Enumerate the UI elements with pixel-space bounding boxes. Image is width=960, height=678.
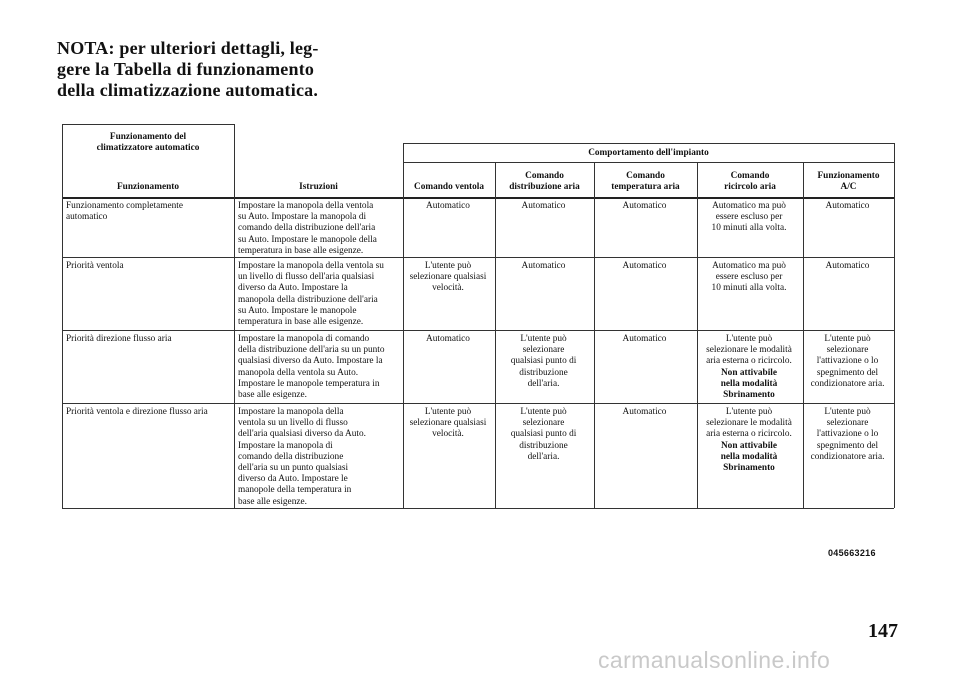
cell-line: spegnimento del [816, 440, 879, 451]
cell-line: dell'aria su un punto qualsiasi [238, 463, 349, 474]
row-4-ventola [403, 407, 493, 441]
cell-line: Impostare la manopola della [238, 407, 344, 417]
column-header [803, 171, 894, 193]
cell-line: L'utente può [520, 334, 567, 344]
row-4-ricircolo [697, 407, 801, 474]
cell-line: aria esterna o ricircolo. [706, 429, 792, 440]
cell-line: comando della distribuzione dell'aria [238, 223, 376, 234]
cell-line-bold: nella modalità [720, 378, 778, 389]
cell-line: Automatico [825, 201, 870, 211]
cell-line: Automatico [622, 201, 667, 211]
cell-line: Impostare la manopola di [238, 440, 333, 451]
cell-line: essere escluso per [715, 212, 783, 223]
cell-line: un livello di flusso dell'aria qualsiasi [238, 272, 375, 283]
cell-line: ventola su un livello di flusso [238, 418, 348, 429]
cell-line: qualsiasi diverso da Auto. Impostare la [238, 356, 383, 367]
cell-line: dell'aria qualsiasi diverso da Auto. [238, 429, 366, 440]
column-header [594, 171, 697, 193]
cell-line: l'attivazione o lo [816, 429, 879, 440]
cell-line: velocità. [432, 429, 464, 440]
cell-line: Automatico [521, 261, 566, 271]
cell-line: manopole della temperatura in [238, 485, 352, 496]
rule-row-2 [62, 330, 894, 331]
cell-line: Automatico ma può [712, 201, 786, 211]
row-2-istruzioni [238, 261, 401, 328]
cell-line: 10 minuti alla volta. [711, 283, 787, 294]
cell-line: selezionare le modalità [706, 345, 792, 356]
row-1-temperatura [594, 201, 695, 212]
cell-line: selezionare [522, 345, 565, 356]
row-2-funzionamento [66, 261, 232, 272]
row-3-istruzioni [238, 334, 401, 401]
note-line: NOTA: per ulteriori dettagli, leg- [57, 38, 319, 58]
cell-line: Impostare la manopola della ventola su [238, 261, 384, 271]
cell-line: Impostare la manopola di comando [238, 334, 370, 344]
rule-group-bottom [403, 162, 894, 163]
rule-title-top [62, 124, 234, 125]
cell-line: selezionare qualsiasi [409, 272, 487, 283]
cell-line: della distribuzione dell'aria su un punto [238, 345, 385, 356]
cell-line: Automatico [521, 201, 566, 211]
cell-line: velocità. [432, 283, 464, 294]
cell-line: essere escluso per [715, 272, 783, 283]
cell-line: diverso da Auto. Impostare le [238, 474, 348, 485]
cell-line: L'utente può [725, 407, 773, 417]
cell-line: su Auto. Impostare le manopole [238, 305, 357, 316]
cell-line: distribuzione [519, 367, 568, 378]
cell-line: base alle esigenze. [238, 390, 307, 401]
cell-line: selezionare qualsiasi [409, 418, 487, 429]
note-line: gere la Tabella di funzionamento [57, 59, 315, 79]
cell-line: Automatico [825, 261, 870, 271]
watermark: carmanualsonline.info [598, 647, 831, 673]
cell-line: Comando ventola [414, 181, 484, 192]
cell-line: manopola della ventola su Auto. [238, 367, 359, 378]
page-number: 147 [868, 620, 898, 642]
cell-line: condizionatore aria. [810, 451, 885, 462]
column-header [234, 182, 403, 193]
figure-code: 045663216 [828, 548, 876, 558]
row-1-istruzioni [238, 201, 401, 257]
cell-line: manopola della distribuzione dell'aria [238, 294, 378, 305]
row-2-ventola [403, 261, 493, 295]
row-1-ricircolo [697, 201, 801, 235]
cell-line: Automatico [426, 201, 470, 211]
cell-line: base alle esigenze. [238, 496, 307, 507]
cell-line: l'attivazione o lo [816, 356, 879, 367]
cell-line: climatizzatore automatico [96, 143, 200, 154]
cell-line: aria esterna o ricircolo. [706, 356, 792, 367]
row-2-distribuzione [495, 261, 592, 272]
cell-line: su Auto. Impostare la manopola di [238, 212, 367, 223]
rule-header-bottom [62, 197, 894, 199]
row-2-ac [803, 261, 892, 272]
cell-line: A/C [840, 181, 857, 192]
cell-line: Priorità ventola [66, 261, 124, 271]
cell-line: selezionare [826, 418, 869, 429]
cell-line: Funzionamento del [109, 132, 187, 142]
cell-line-bold: Non attivabile [720, 367, 778, 378]
row-3-temperatura [594, 334, 695, 345]
row-2-temperatura [594, 261, 695, 272]
cell-line: selezionare le modalità [706, 418, 792, 429]
cell-line: L'utente può [824, 334, 871, 344]
cell-line: Automatico ma può [712, 261, 786, 271]
column-header [403, 182, 495, 193]
cell-line: Automatico [426, 334, 470, 344]
cell-line: Funzionamento [117, 181, 179, 192]
cell-line: Comportamento dell'impianto [588, 148, 709, 158]
cell-line-bold: Sbrinamento [723, 463, 775, 474]
row-1-distribuzione [495, 201, 592, 212]
cell-line: ricircolo aria [724, 181, 776, 192]
cell-line: dell'aria. [527, 451, 560, 462]
column-header [495, 171, 594, 193]
row-1-funzionamento [66, 201, 232, 223]
cell-line: 10 minuti alla volta. [711, 223, 787, 234]
cell-line: Priorità ventola e direzione flusso aria [66, 407, 208, 417]
row-3-ac [803, 334, 892, 390]
cell-line-bold: nella modalità [720, 451, 778, 462]
cell-line: selezionare [826, 345, 869, 356]
cell-line-bold: Sbrinamento [723, 390, 775, 401]
cell-line: L'utente può [424, 407, 472, 417]
cell-line: Funzionamento [817, 170, 880, 181]
group-header [403, 148, 894, 159]
cell-line-bold: Non attivabile [720, 440, 778, 451]
cell-line: su Auto. Impostare le manopole della [238, 234, 377, 245]
cell-line: temperatura in base alle esigenze. [238, 245, 364, 256]
cell-line: dell'aria. [527, 378, 560, 389]
cell-line: distribuzione [519, 440, 568, 451]
cell-line: qualsiasi punto di [510, 356, 577, 367]
cell-line: qualsiasi punto di [510, 429, 577, 440]
cell-line: L'utente può [424, 261, 472, 271]
cell-line: Priorità direzione flusso aria [66, 334, 172, 344]
cell-line: L'utente può [725, 334, 773, 344]
rule-col-right [894, 143, 895, 508]
cell-line: comando della distribuzione [238, 451, 344, 462]
cell-line: selezionare [522, 418, 565, 429]
row-1-ac [803, 201, 892, 212]
row-4-ac [803, 407, 892, 463]
rule-col-2 [403, 143, 404, 508]
cell-line: Impostare la manopola della ventola [238, 201, 374, 211]
column-header [62, 182, 234, 193]
rule-row-1 [62, 257, 894, 258]
cell-line: automatico [66, 212, 108, 223]
cell-line: temperatura aria [611, 181, 680, 192]
cell-line: Automatico [622, 261, 667, 271]
cell-line: distribuzione aria [509, 181, 580, 192]
row-4-temperatura [594, 407, 695, 418]
row-3-ventola [403, 334, 493, 345]
row-3-distribuzione [495, 334, 592, 390]
rule-group-top [403, 143, 894, 144]
cell-line: Comando [626, 170, 665, 181]
cell-line: Istruzioni [299, 181, 338, 192]
cell-line: Automatico [622, 334, 667, 344]
row-4-istruzioni [238, 407, 401, 508]
cell-line: diverso da Auto. Impostare la [238, 283, 348, 294]
cell-line: Funzionamento completamente [66, 201, 183, 211]
table-title [62, 132, 234, 154]
row-3-funzionamento [66, 334, 232, 345]
row-1-ventola [403, 201, 493, 212]
cell-line: Automatico [622, 407, 667, 417]
cell-line: spegnimento del [816, 367, 879, 378]
rule-table-bottom [62, 508, 894, 509]
column-header [697, 171, 803, 193]
cell-line: L'utente può [824, 407, 871, 417]
cell-line: L'utente può [520, 407, 567, 417]
note-line: della climatizzazione automatica. [57, 80, 319, 100]
row-4-funzionamento [66, 407, 232, 418]
cell-line: Impostare le manopole temperatura in [238, 378, 380, 389]
row-3-ricircolo [697, 334, 801, 401]
cell-line: Comando [730, 170, 770, 181]
row-2-ricircolo [697, 261, 801, 295]
rule-row-3 [62, 403, 894, 404]
cell-line: Comando [525, 170, 564, 181]
cell-line: condizionatore aria. [810, 378, 885, 389]
row-4-distribuzione [495, 407, 592, 463]
cell-line: temperatura in base alle esigenze. [238, 317, 364, 328]
